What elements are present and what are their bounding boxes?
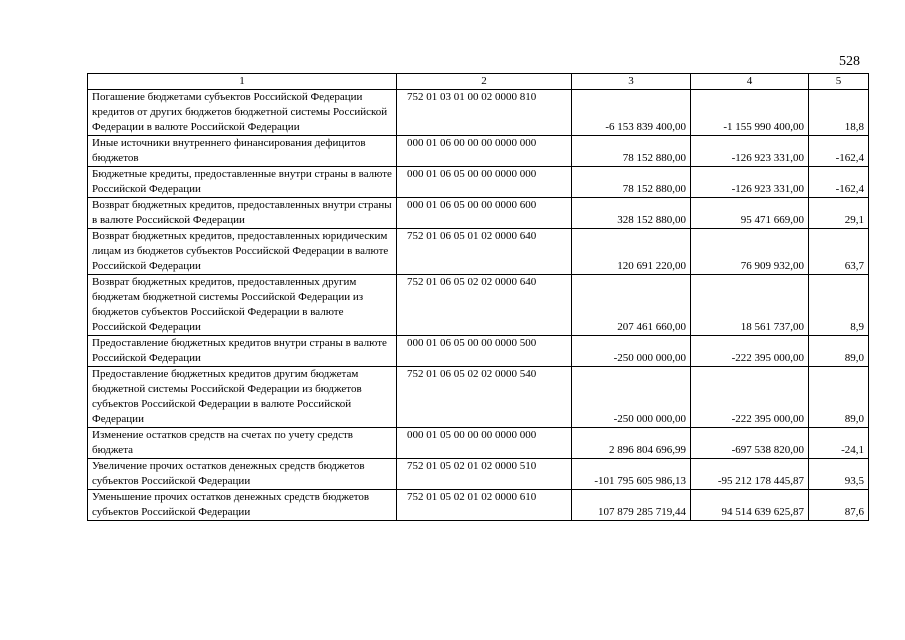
row-name: Возврат бюджетных кредитов, предоставленных юридическим лицам из бюджетов субъектов Российской Федерации в валюте Российской Федерации [88, 229, 397, 275]
table-row [88, 336, 869, 367]
row-code: 752 01 05 02 01 02 0000 510 [397, 459, 572, 490]
row-value-col3: -101 795 605 986,13 [572, 459, 691, 490]
row-name: Погашение бюджетами субъектов Российской Федерации кредитов от других бюджетов бюджетной системы Российской Федерации в валюте Российской Федерации [88, 90, 397, 136]
row-code: 000 01 06 05 00 00 0000 500 [397, 336, 572, 367]
column-header-3: 3 [572, 74, 691, 90]
row-value-col3: -250 000 000,00 [572, 367, 691, 428]
row-value-col3: 328 152 880,00 [572, 198, 691, 229]
row-name: Увеличение прочих остатков денежных средств бюджетов субъектов Российской Федерации [88, 459, 397, 490]
row-code: 752 01 06 05 01 02 0000 640 [397, 229, 572, 275]
row-code: 000 01 06 05 00 00 0000 000 [397, 167, 572, 198]
row-value-col4: -1 155 990 400,00 [691, 90, 809, 136]
row-code: 752 01 06 05 02 02 0000 640 [397, 275, 572, 336]
row-code: 000 01 06 00 00 00 0000 000 [397, 136, 572, 167]
table-row [88, 367, 869, 428]
column-header-5: 5 [809, 74, 869, 90]
row-name: Иные источники внутреннего финансирования дефицитов бюджетов [88, 136, 397, 167]
row-value-col3: 78 152 880,00 [572, 136, 691, 167]
row-name: Возврат бюджетных кредитов, предоставленных внутри страны в валюте Российской Федерации [88, 198, 397, 229]
row-value-col5: 63,7 [809, 229, 869, 275]
row-value-col4: 18 561 737,00 [691, 275, 809, 336]
row-value-col5: 18,8 [809, 90, 869, 136]
table-row [88, 90, 869, 136]
column-header-4: 4 [691, 74, 809, 90]
column-header-2: 2 [397, 74, 572, 90]
row-name: Предоставление бюджетных кредитов другим бюджетам бюджетной системы Российской Федерации из бюджетов субъектов Российской Федерации в валюте Российской Федерации [88, 367, 397, 428]
table-row [88, 275, 869, 336]
row-value-col5: -162,4 [809, 136, 869, 167]
row-code: 752 01 06 05 02 02 0000 540 [397, 367, 572, 428]
table-row [88, 490, 869, 521]
row-value-col4: 95 471 669,00 [691, 198, 809, 229]
table-row [88, 459, 869, 490]
row-value-col4: -222 395 000,00 [691, 367, 809, 428]
row-value-col5: 89,0 [809, 367, 869, 428]
row-code: 752 01 05 02 01 02 0000 610 [397, 490, 572, 521]
row-value-col4: -126 923 331,00 [691, 167, 809, 198]
row-value-col5: 89,0 [809, 336, 869, 367]
page-number: 528 [839, 54, 860, 69]
row-value-col4: -222 395 000,00 [691, 336, 809, 367]
row-code: 752 01 03 01 00 02 0000 810 [397, 90, 572, 136]
row-value-col4: -126 923 331,00 [691, 136, 809, 167]
row-value-col3: 207 461 660,00 [572, 275, 691, 336]
table-row [88, 428, 869, 459]
column-header-1: 1 [88, 74, 397, 90]
row-value-col5: 29,1 [809, 198, 869, 229]
row-name: Уменьшение прочих остатков денежных средств бюджетов субъектов Российской Федерации [88, 490, 397, 521]
row-name: Возврат бюджетных кредитов, предоставленных другим бюджетам бюджетной системы Российской Федерации из бюджетов субъектов Российской Федерации в валюте Российской Федерации [88, 275, 397, 336]
row-value-col3: -250 000 000,00 [572, 336, 691, 367]
row-value-col5: -162,4 [809, 167, 869, 198]
table-row [88, 136, 869, 167]
row-value-col5: -24,1 [809, 428, 869, 459]
row-name: Бюджетные кредиты, предоставленные внутри страны в валюте Российской Федерации [88, 167, 397, 198]
row-value-col5: 8,9 [809, 275, 869, 336]
row-value-col4: -697 538 820,00 [691, 428, 809, 459]
row-code: 000 01 06 05 00 00 0000 600 [397, 198, 572, 229]
table-row [88, 167, 869, 198]
row-value-col3: -6 153 839 400,00 [572, 90, 691, 136]
row-name: Изменение остатков средств на счетах по учету средств бюджета [88, 428, 397, 459]
row-value-col3: 120 691 220,00 [572, 229, 691, 275]
table-header-row [88, 74, 869, 90]
row-name: Предоставление бюджетных кредитов внутри страны в валюте Российской Федерации [88, 336, 397, 367]
row-value-col5: 87,6 [809, 490, 869, 521]
budget-sources-table [87, 73, 869, 521]
row-value-col4: 94 514 639 625,87 [691, 490, 809, 521]
row-value-col5: 93,5 [809, 459, 869, 490]
row-value-col4: -95 212 178 445,87 [691, 459, 809, 490]
table-row [88, 198, 869, 229]
table-row [88, 229, 869, 275]
row-value-col3: 2 896 804 696,99 [572, 428, 691, 459]
row-value-col3: 107 879 285 719,44 [572, 490, 691, 521]
row-value-col4: 76 909 932,00 [691, 229, 809, 275]
row-code: 000 01 05 00 00 00 0000 000 [397, 428, 572, 459]
row-value-col3: 78 152 880,00 [572, 167, 691, 198]
